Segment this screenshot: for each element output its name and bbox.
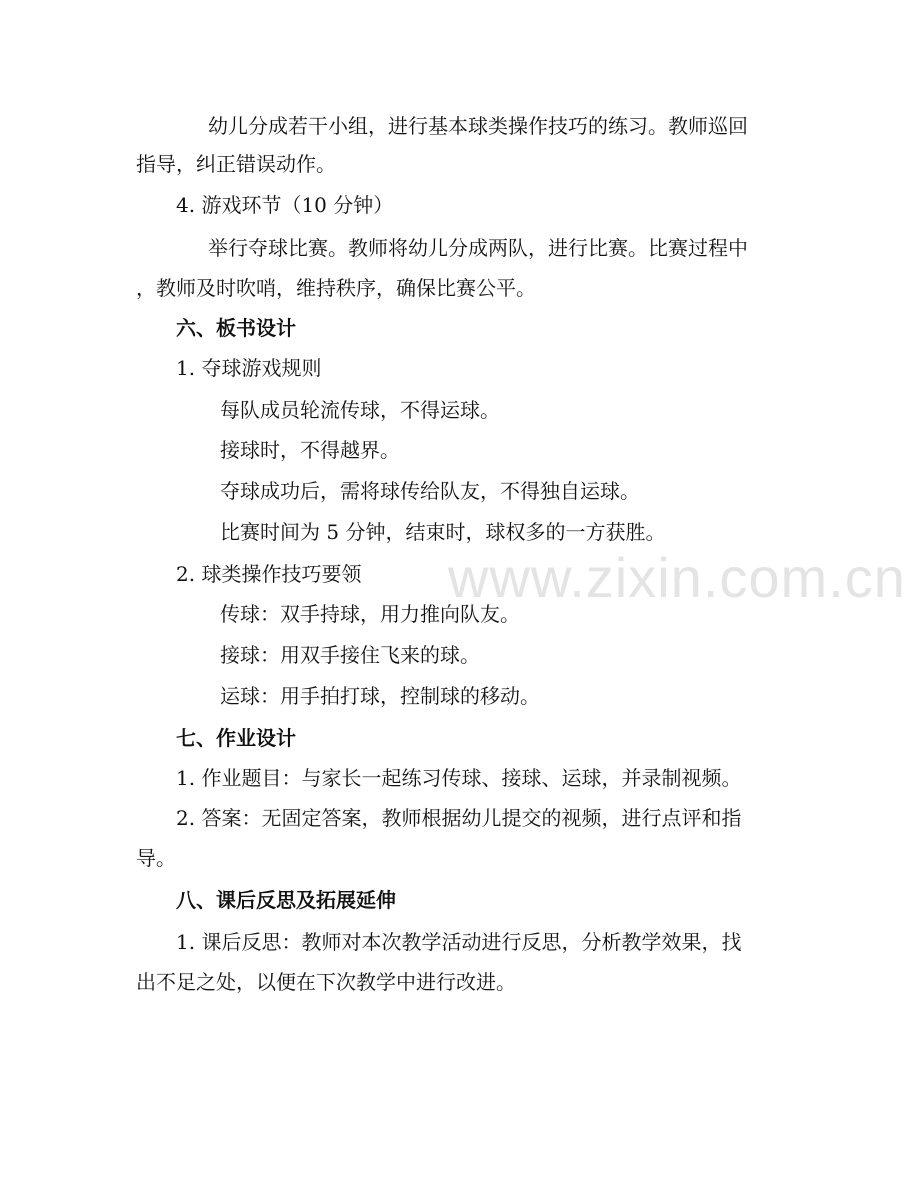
- paragraph-line: 导。: [136, 846, 176, 870]
- section-heading: 七、作业设计: [176, 726, 296, 750]
- technique-item: 传球：双手持球，用力推向队友。: [220, 602, 520, 626]
- paragraph-line: 幼儿分成若干小组，进行基本球类操作技巧的练习。教师巡回: [208, 114, 748, 138]
- paragraph-line: 出不足之处，以便在下次教学中进行改进。: [136, 970, 516, 994]
- paragraph-line: ，教师及时吹哨，维持秩序，确保比赛公平。: [136, 276, 536, 300]
- technique-item: 运球：用手拍打球，控制球的移动。: [220, 684, 540, 708]
- rule-item: 每队成员轮流传球，不得运球。: [220, 398, 500, 422]
- rule-item: 比赛时间为 5 分钟，结束时，球权多的一方获胜。: [220, 520, 666, 544]
- list-item: 1. 作业题目：与家长一起练习传球、接球、运球，并录制视频。: [176, 766, 742, 790]
- list-item: 2. 答案：无固定答案，教师根据幼儿提交的视频，进行点评和指: [176, 806, 742, 830]
- section-heading: 六、板书设计: [176, 316, 296, 340]
- rule-item: 夺球成功后，需将球传给队友，不得独自运球。: [220, 479, 640, 503]
- paragraph-line: 指导，纠正错误动作。: [136, 152, 336, 176]
- list-item: 2. 球类操作技巧要领: [176, 562, 362, 586]
- list-item: 1. 夺球游戏规则: [176, 356, 322, 380]
- section-heading: 八、课后反思及拓展延伸: [176, 888, 396, 912]
- rule-item: 接球时，不得越界。: [220, 438, 400, 462]
- watermark: www.zixin.com.cn: [448, 546, 906, 609]
- list-item: 4. 游戏环节（10 分钟）: [176, 193, 394, 217]
- technique-item: 接球：用双手接住飞来的球。: [220, 643, 480, 667]
- paragraph-line: 举行夺球比赛。教师将幼儿分成两队，进行比赛。比赛过程中: [208, 236, 748, 260]
- list-item: 1. 课后反思：教师对本次教学活动进行反思，分析教学效果，找: [176, 930, 742, 954]
